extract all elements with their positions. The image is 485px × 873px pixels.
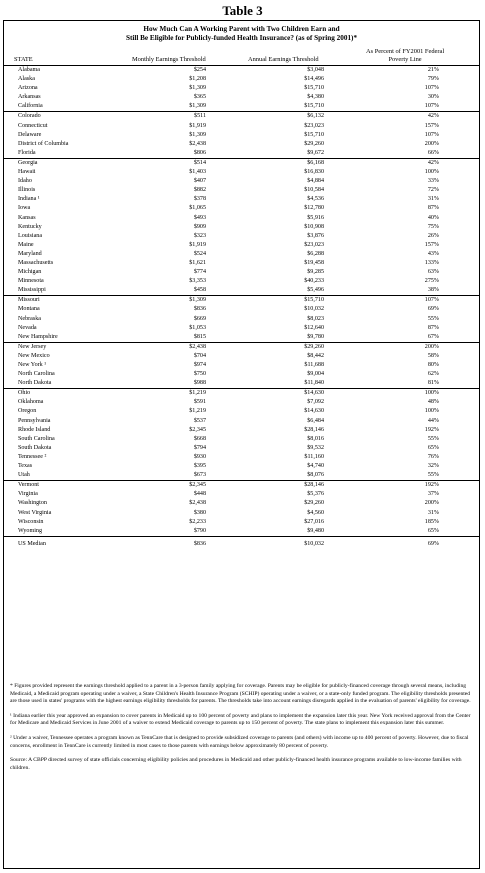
- monthly-threshold: $909: [193, 223, 206, 230]
- poverty-percent: 192%: [424, 426, 439, 433]
- monthly-threshold: $815: [193, 333, 206, 340]
- poverty-percent: 87%: [427, 324, 439, 331]
- table-row: [4, 84, 479, 93]
- table-row: [4, 277, 479, 286]
- state-group: [4, 480, 479, 536]
- annual-threshold: $15,710: [304, 85, 324, 92]
- table-row: [4, 389, 479, 398]
- median-row: [4, 536, 479, 554]
- table-row: [4, 490, 479, 499]
- state-group: [4, 65, 479, 111]
- table-row: [4, 527, 479, 536]
- annual-threshold: $4,536: [307, 196, 324, 203]
- annual-threshold: $11,688: [304, 362, 324, 368]
- annual-threshold: $16,830: [304, 169, 324, 176]
- poverty-percent: 21%: [427, 67, 439, 73]
- table-row: [4, 509, 479, 518]
- poverty-percent: 30%: [427, 94, 439, 101]
- poverty-percent: 65%: [427, 444, 439, 451]
- table-row: [4, 131, 479, 140]
- annual-threshold: $4,380: [307, 94, 324, 101]
- annual-threshold: $7,092: [307, 399, 324, 406]
- annual-threshold: $9,532: [307, 444, 324, 451]
- footnote-source: Source: A CBPP directed survey of state officials concerning eligibility policies and procedures in Medicaid and other publicly-financed health insurance programs available to low-income families with children.: [10, 757, 462, 771]
- table-row: [4, 305, 479, 314]
- poverty-percent: 48%: [427, 399, 439, 406]
- annual-threshold: $15,710: [304, 103, 324, 110]
- state-name: Massachusetts: [18, 259, 54, 266]
- state-group: [4, 158, 479, 295]
- median-label: US Median: [18, 540, 46, 547]
- poverty-percent: 42%: [427, 113, 439, 120]
- annual-threshold: $12,780: [304, 205, 324, 212]
- poverty-percent: 100%: [424, 390, 439, 397]
- annual-threshold: $8,016: [307, 435, 324, 442]
- poverty-percent: 31%: [427, 509, 439, 516]
- table-row: [4, 122, 479, 131]
- poverty-percent: 107%: [424, 103, 439, 110]
- monthly-threshold: $1,919: [189, 241, 206, 248]
- monthly-threshold: $669: [193, 315, 206, 322]
- monthly-threshold: $836: [193, 306, 206, 313]
- table-row: [4, 168, 479, 177]
- poverty-percent: 200%: [424, 343, 439, 350]
- annual-threshold: $3,876: [307, 232, 324, 239]
- state-name: North Dakota: [18, 380, 52, 387]
- annual-threshold: $3,048: [307, 67, 324, 73]
- poverty-percent: 72%: [427, 187, 439, 194]
- monthly-threshold: $1,309: [189, 131, 206, 138]
- monthly-threshold: $774: [193, 269, 206, 276]
- annual-threshold: $29,260: [304, 343, 324, 350]
- monthly-threshold: $537: [193, 417, 206, 424]
- table-row: [4, 444, 479, 453]
- annual-threshold: $23,023: [304, 122, 324, 129]
- table-row: [4, 223, 479, 232]
- state-group: [4, 388, 479, 480]
- state-name: Colorado: [18, 113, 41, 120]
- state-name: Connecticut: [18, 122, 48, 129]
- annual-threshold: $6,484: [307, 417, 324, 424]
- state-name: Georgia: [18, 159, 38, 166]
- table-row: [4, 352, 479, 361]
- annual-threshold: $28,146: [304, 482, 324, 489]
- poverty-percent: 81%: [427, 380, 439, 387]
- footnotes: [10, 683, 477, 779]
- annual-threshold: $9,285: [307, 269, 324, 276]
- poverty-percent: 33%: [427, 178, 439, 185]
- state-name: Nevada: [18, 324, 37, 331]
- state-name: Oklahoma: [18, 399, 44, 406]
- poverty-percent: 38%: [427, 287, 439, 294]
- state-name: Virginia: [18, 491, 38, 498]
- annual-threshold: $8,442: [307, 352, 324, 359]
- monthly-threshold: $380: [193, 509, 206, 516]
- poverty-percent: 42%: [427, 159, 439, 166]
- annual-threshold: $6,288: [307, 250, 324, 257]
- annual-threshold: $28,146: [304, 426, 324, 433]
- poverty-percent: 55%: [427, 472, 439, 479]
- monthly-threshold: $988: [193, 380, 206, 387]
- state-name: Rhode Island: [18, 426, 51, 433]
- poverty-percent: 67%: [427, 333, 439, 340]
- monthly-threshold: $1,219: [189, 408, 206, 415]
- poverty-percent: 200%: [424, 140, 439, 147]
- annual-threshold: $5,376: [307, 491, 324, 498]
- annual-threshold: $15,710: [304, 297, 324, 304]
- state-name: Idaho: [18, 178, 32, 185]
- poverty-percent: 107%: [424, 131, 439, 138]
- table-row: [4, 417, 479, 426]
- poverty-percent: 55%: [427, 435, 439, 442]
- monthly-threshold: $1,919: [189, 122, 206, 129]
- monthly-threshold: $524: [193, 250, 206, 257]
- title-line-1: How Much Can A Working Parent with Two Children Earn and: [143, 25, 340, 33]
- poverty-percent: 26%: [427, 232, 439, 239]
- poverty-percent: 40%: [427, 214, 439, 221]
- table-row: [4, 259, 479, 268]
- state-name: South Dakota: [18, 444, 52, 451]
- monthly-threshold: $514: [193, 159, 206, 166]
- monthly-threshold: $704: [193, 352, 206, 359]
- annual-threshold: $14,496: [304, 76, 324, 83]
- state-name: New Jersey: [18, 343, 47, 350]
- state-name: Pennsylvania: [18, 417, 51, 424]
- table-row: [4, 93, 479, 102]
- monthly-threshold: $2,345: [189, 482, 206, 489]
- monthly-threshold: $448: [193, 491, 206, 498]
- poverty-percent: 62%: [427, 371, 439, 378]
- table-row: [4, 518, 479, 527]
- state-name: Delaware: [18, 131, 42, 138]
- monthly-threshold: $750: [193, 371, 206, 378]
- header-percent: [366, 48, 444, 64]
- table-row: [4, 407, 479, 416]
- annual-threshold: $10,584: [304, 187, 324, 194]
- header-state: STATE: [14, 56, 33, 63]
- monthly-threshold: $2,345: [189, 426, 206, 433]
- poverty-percent: 63%: [427, 269, 439, 276]
- annual-threshold: $23,023: [304, 241, 324, 248]
- annual-threshold: $4,560: [307, 509, 324, 516]
- state-name: Missouri: [18, 297, 40, 304]
- state-name: Louisiana: [18, 232, 43, 239]
- state-name: Michigan: [18, 269, 42, 276]
- table-row: [4, 159, 479, 168]
- header-annual: Annual Earnings Threshold: [248, 56, 319, 63]
- state-name: Ohio: [18, 390, 31, 397]
- monthly-threshold: $794: [193, 444, 206, 451]
- table-row: [4, 499, 479, 508]
- state-name: New York ¹: [18, 362, 47, 368]
- monthly-threshold: $2,438: [189, 140, 206, 147]
- table-row: [4, 315, 479, 324]
- poverty-percent: 185%: [424, 518, 439, 525]
- state-name: Kentucky: [18, 223, 42, 230]
- state-name: Maryland: [18, 250, 42, 257]
- table-row: [4, 453, 479, 462]
- monthly-threshold: $2,233: [189, 518, 206, 525]
- annual-threshold: $29,260: [304, 500, 324, 507]
- state-group: [4, 111, 479, 157]
- state-name: Mississippi: [18, 287, 46, 294]
- state-name: Nebraska: [18, 315, 42, 322]
- annual-threshold: $12,640: [304, 324, 324, 331]
- table-row: [4, 379, 479, 388]
- state-name: Washington: [18, 500, 47, 507]
- poverty-percent: 107%: [424, 297, 439, 304]
- state-name: Vermont: [18, 482, 39, 489]
- footnote-2: ² Under a waiver, Tennessee operates a program known as TennCare that is designed to provide subsidized coverage to parents (and others) with income up to 400 percent of poverty. However, due to fiscal concerns, enrollment in TennCare is currently limited in most cases to those parents with earnings below approximately 80 percent of poverty.: [10, 734, 469, 749]
- monthly-threshold: $1,219: [189, 390, 206, 397]
- annual-threshold: $14,630: [304, 408, 324, 415]
- poverty-percent: 80%: [427, 362, 439, 368]
- annual-threshold: $10,908: [304, 223, 324, 230]
- table-row: [4, 177, 479, 186]
- state-name: Florida: [18, 149, 36, 156]
- table-row: [4, 296, 479, 305]
- state-name: Kansas: [18, 214, 36, 221]
- table-row: [4, 112, 479, 121]
- table-row: [4, 324, 479, 333]
- header-percent-line-1: As Percent of FY2001 Federal: [366, 48, 445, 55]
- poverty-percent: 133%: [424, 259, 439, 266]
- state-name: Alabama: [18, 67, 40, 73]
- annual-threshold: $19,458: [304, 259, 324, 266]
- poverty-percent: 100%: [424, 408, 439, 415]
- table-row: [4, 333, 479, 342]
- table-row: [4, 241, 479, 250]
- table-row: [4, 268, 479, 277]
- annual-threshold: $9,480: [307, 527, 324, 534]
- monthly-threshold: $1,621: [189, 259, 206, 266]
- table-row: [4, 398, 479, 407]
- table-row: [4, 232, 479, 241]
- table-row: [4, 66, 479, 75]
- table-row: [4, 186, 479, 195]
- poverty-percent: 200%: [424, 500, 439, 507]
- monthly-threshold: $254: [193, 67, 206, 73]
- table-row: [4, 149, 479, 158]
- state-name: Hawaii: [18, 169, 36, 176]
- monthly-threshold: $458: [193, 287, 206, 294]
- state-group: [4, 295, 479, 341]
- monthly-threshold: $323: [193, 232, 206, 239]
- footnote-1: ¹ Indiana earlier this year approved an expansion to cover parents in Medicaid up to 100 percent of poverty and plans to implement the expansion later this year. New York received approval from the Center for Medicare and Medicaid Services in June 2001 of a waiver to extend Medicaid coverage to parents up to 150 percent of poverty. The state plans to implement this expansion later this summer.: [10, 712, 471, 727]
- state-name: California: [18, 103, 43, 110]
- annual-threshold: $9,672: [307, 149, 324, 156]
- poverty-percent: 31%: [427, 196, 439, 203]
- annual-threshold: $4,884: [307, 178, 324, 185]
- column-headers: [4, 47, 479, 65]
- table-row: [4, 286, 479, 295]
- poverty-percent: 157%: [424, 122, 439, 129]
- table-row: [4, 102, 479, 111]
- poverty-percent: 44%: [427, 417, 439, 424]
- median-monthly: $836: [193, 540, 206, 547]
- monthly-threshold: $930: [193, 453, 206, 460]
- state-name: Minnesota: [18, 278, 44, 285]
- median-percent: 69%: [427, 540, 439, 547]
- monthly-threshold: $395: [193, 463, 206, 470]
- poverty-percent: 65%: [427, 527, 439, 534]
- poverty-percent: 69%: [427, 306, 439, 313]
- footnote-main: * Figures provided represent the earnings threshold applied to a parent in a 3-person family applying for coverage. Parents may be eligible for publicly-financed coverage through several means, including Medicaid, a Medicaid program operating under a waiver, a State Children's Health Insurance Program (SCHIP) operating under a waiver, or a state-only funded program. The eligibility thresholds presented are those used in states' programs with the highest earnings eligibility thresholds for parents. The thresholds take into account earnings disregards applied in the evaluation of parents' eligibility for coverage.: [10, 683, 471, 705]
- monthly-threshold: $2,438: [189, 343, 206, 350]
- monthly-threshold: $806: [193, 149, 206, 156]
- state-name: North Carolina: [18, 371, 55, 378]
- poverty-percent: 100%: [424, 169, 439, 176]
- table-row: [4, 481, 479, 490]
- annual-threshold: $14,630: [304, 390, 324, 397]
- annual-threshold: $8,076: [307, 472, 324, 479]
- monthly-threshold: $1,309: [189, 103, 206, 110]
- median-annual: $10,032: [304, 540, 324, 547]
- monthly-threshold: $974: [193, 362, 206, 368]
- table-row: [4, 471, 479, 480]
- state-name: West Virginia: [18, 509, 52, 516]
- annual-threshold: $9,780: [307, 333, 324, 340]
- annual-threshold: $10,032: [304, 306, 324, 313]
- poverty-percent: 157%: [424, 241, 439, 248]
- table-row: [4, 370, 479, 379]
- monthly-threshold: $1,403: [189, 169, 206, 176]
- monthly-threshold: $1,309: [189, 85, 206, 92]
- state-name: Maine: [18, 241, 34, 248]
- poverty-percent: 37%: [427, 491, 439, 498]
- annual-threshold: $15,710: [304, 131, 324, 138]
- monthly-threshold: $1,065: [189, 205, 206, 212]
- monthly-threshold: $591: [193, 399, 206, 406]
- poverty-percent: 87%: [427, 205, 439, 212]
- poverty-percent: 107%: [424, 85, 439, 92]
- state-name: Illinois: [18, 187, 36, 194]
- table-body: [4, 65, 479, 536]
- table-row: [4, 75, 479, 84]
- poverty-percent: 79%: [427, 76, 439, 83]
- annual-threshold: $40,233: [304, 278, 324, 285]
- annual-threshold: $27,016: [304, 518, 324, 525]
- state-name: Arizona: [18, 85, 38, 92]
- monthly-threshold: $790: [193, 527, 206, 534]
- state-name: Utah: [18, 472, 30, 479]
- table-row: [4, 204, 479, 213]
- monthly-threshold: $1,309: [189, 297, 206, 304]
- poverty-percent: 58%: [427, 352, 439, 359]
- poverty-percent: 55%: [427, 315, 439, 322]
- annual-threshold: $6,132: [307, 113, 324, 120]
- state-name: New Mexico: [18, 352, 50, 359]
- monthly-threshold: $493: [193, 214, 206, 221]
- annual-threshold: $5,916: [307, 214, 324, 221]
- table-row: [4, 250, 479, 259]
- table-row: [4, 462, 479, 471]
- state-name: South Carolina: [18, 435, 55, 442]
- monthly-threshold: $365: [193, 94, 206, 101]
- annual-threshold: $5,496: [307, 287, 324, 294]
- state-name: Texas: [18, 463, 33, 470]
- state-name: Wisconsin: [18, 518, 44, 525]
- table-row: [4, 140, 479, 149]
- state-group: [4, 342, 479, 388]
- annual-threshold: $8,023: [307, 315, 324, 322]
- monthly-threshold: $668: [193, 435, 206, 442]
- monthly-threshold: $1,053: [189, 324, 206, 331]
- table-row: [4, 426, 479, 435]
- monthly-threshold: $882: [193, 187, 206, 194]
- monthly-threshold: $3,353: [189, 278, 206, 285]
- title-line-2: Still Be Eligible for Publicly-funded Health Insurance? (as of Spring 2001)*: [125, 34, 358, 42]
- poverty-percent: 192%: [424, 482, 439, 489]
- monthly-threshold: $378: [193, 196, 206, 203]
- annual-threshold: $29,260: [304, 140, 324, 147]
- annual-threshold: $11,840: [304, 380, 324, 387]
- table-row: [4, 214, 479, 223]
- state-name: Alaska: [18, 76, 35, 83]
- annual-threshold: $6,168: [307, 159, 324, 166]
- poverty-percent: 76%: [427, 453, 439, 460]
- table-label: Table 3: [222, 3, 263, 18]
- table-row: [4, 435, 479, 444]
- monthly-threshold: $1,208: [189, 76, 206, 83]
- poverty-percent: 43%: [427, 250, 439, 257]
- annual-threshold: $11,160: [304, 453, 324, 460]
- poverty-percent: 75%: [427, 223, 439, 230]
- state-name: New Hampshire: [18, 333, 58, 340]
- state-name: Tennessee ²: [18, 453, 47, 460]
- state-name: Arkansas: [18, 94, 41, 101]
- state-name: Montana: [18, 306, 40, 313]
- table-row: [4, 195, 479, 204]
- header-percent-line-2: Poverty Line: [388, 56, 422, 63]
- table-row: [4, 343, 479, 352]
- state-name: Iowa: [18, 205, 31, 212]
- poverty-percent: 32%: [427, 463, 439, 470]
- header-monthly: Monthly Earnings Threshold: [132, 56, 206, 63]
- monthly-threshold: $407: [193, 178, 206, 185]
- state-name: District of Columbia: [18, 140, 69, 147]
- table-title: [4, 25, 479, 43]
- state-name: Oregon: [18, 408, 37, 415]
- monthly-threshold: $673: [193, 472, 206, 479]
- annual-threshold: $4,740: [307, 463, 324, 470]
- monthly-threshold: $2,438: [189, 500, 206, 507]
- poverty-percent: 275%: [424, 278, 439, 285]
- state-name: Wyoming: [18, 527, 43, 534]
- table-row: [4, 361, 479, 370]
- poverty-percent: 66%: [427, 149, 439, 156]
- monthly-threshold: $511: [194, 113, 206, 120]
- state-name: Indiana ¹: [18, 196, 40, 203]
- annual-threshold: $9,004: [307, 371, 324, 378]
